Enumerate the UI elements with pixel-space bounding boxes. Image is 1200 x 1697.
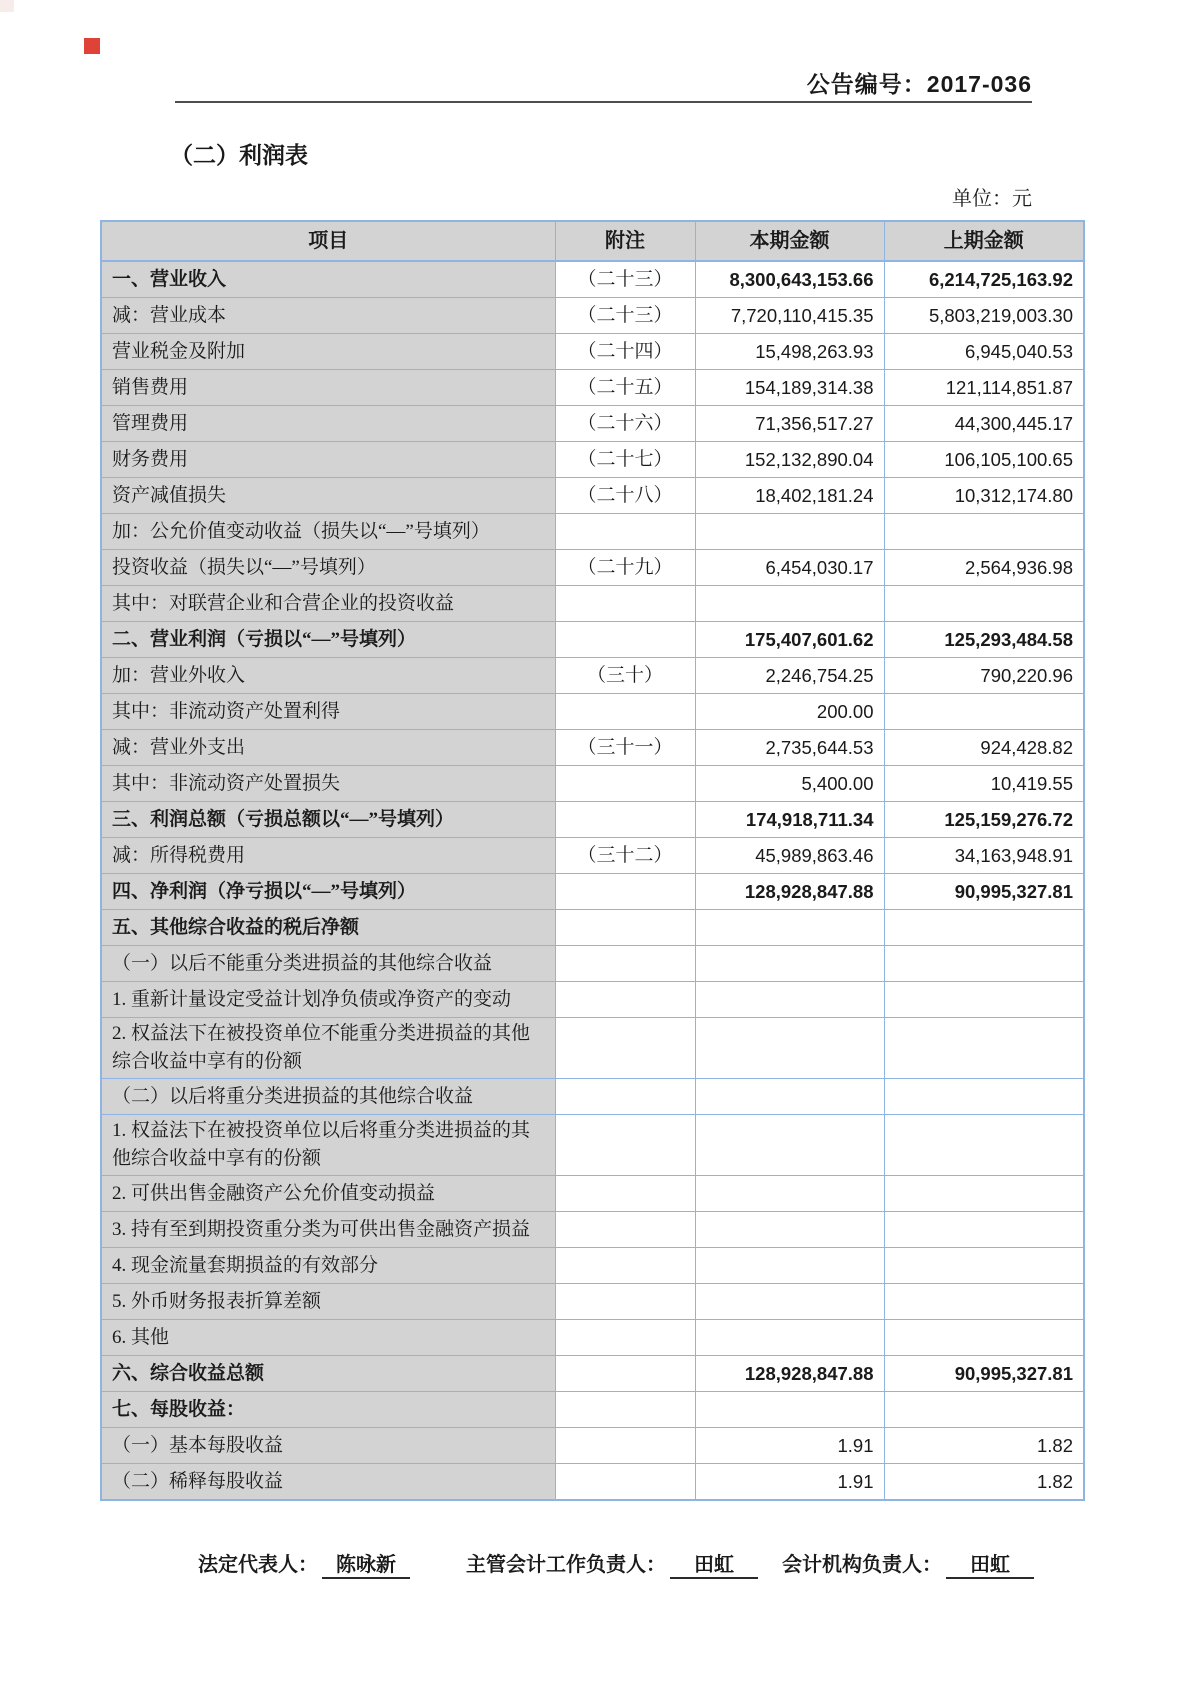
item-cell: 其中：非流动资产处置利得 xyxy=(101,694,555,730)
note-cell: （二十三） xyxy=(555,298,695,334)
note-cell: （二十七） xyxy=(555,442,695,478)
item-cell: 三、利润总额（亏损总额以“—”号填列） xyxy=(101,802,555,838)
prior-amount-cell: 790,220.96 xyxy=(884,658,1084,694)
item-cell: 投资收益（损失以“—”号填列） xyxy=(101,550,555,586)
column-header-item: 项目 xyxy=(101,221,555,261)
prior-amount-cell: 10,312,174.80 xyxy=(884,478,1084,514)
table-row xyxy=(101,478,1084,514)
table-row xyxy=(101,838,1084,874)
current-amount-cell: 6,454,030.17 xyxy=(695,550,884,586)
item-cell: （一）基本每股收益 xyxy=(101,1428,555,1464)
table-row xyxy=(101,1392,1084,1428)
current-amount-cell: 7,720,110,415.35 xyxy=(695,298,884,334)
item-cell: 四、净利润（净亏损以“—”号填列） xyxy=(101,874,555,910)
current-amount-cell: 128,928,847.88 xyxy=(695,1356,884,1392)
note-cell xyxy=(555,514,695,550)
table-row xyxy=(101,514,1084,550)
table-row xyxy=(101,622,1084,658)
signature-row xyxy=(0,1548,1200,1588)
current-amount-cell xyxy=(695,1018,884,1079)
prior-amount-cell xyxy=(884,1392,1084,1428)
item-cell: 加：公允价值变动收益（损失以“—”号填列） xyxy=(101,514,555,550)
prior-amount-cell xyxy=(884,1115,1084,1176)
item-cell: 其中：对联营企业和合营企业的投资收益 xyxy=(101,586,555,622)
item-cell: 减：营业成本 xyxy=(101,298,555,334)
accounting-department-head-signature xyxy=(782,1548,1034,1579)
note-cell xyxy=(555,1212,695,1248)
table-row xyxy=(101,1176,1084,1212)
note-cell xyxy=(555,1176,695,1212)
current-amount-cell: 2,735,644.53 xyxy=(695,730,884,766)
prior-amount-cell xyxy=(884,1248,1084,1284)
item-cell: 6. 其他 xyxy=(101,1320,555,1356)
prior-amount-cell: 6,945,040.53 xyxy=(884,334,1084,370)
item-cell: 二、营业利润（亏损以“—”号填列） xyxy=(101,622,555,658)
prior-amount-cell: 106,105,100.65 xyxy=(884,442,1084,478)
prior-amount-cell: 10,419.55 xyxy=(884,766,1084,802)
current-amount-cell: 1.91 xyxy=(695,1428,884,1464)
current-amount-cell: 128,928,847.88 xyxy=(695,874,884,910)
item-cell: 一、营业收入 xyxy=(101,261,555,298)
current-amount-cell: 2,246,754.25 xyxy=(695,658,884,694)
column-header-prior-amount: 上期金额 xyxy=(884,221,1084,261)
item-cell: （二）稀释每股收益 xyxy=(101,1464,555,1501)
table-row xyxy=(101,1248,1084,1284)
prior-amount-cell: 121,114,851.87 xyxy=(884,370,1084,406)
item-cell: 七、每股收益： xyxy=(101,1392,555,1428)
table-row xyxy=(101,766,1084,802)
item-cell: 加：营业外收入 xyxy=(101,658,555,694)
table-row xyxy=(101,442,1084,478)
note-cell: （二十三） xyxy=(555,261,695,298)
prior-amount-cell: 1.82 xyxy=(884,1464,1084,1501)
note-cell xyxy=(555,586,695,622)
table-row xyxy=(101,1428,1084,1464)
prior-amount-cell: 90,995,327.81 xyxy=(884,874,1084,910)
note-cell xyxy=(555,1464,695,1501)
item-cell: 其中：非流动资产处置损失 xyxy=(101,766,555,802)
item-cell: 1. 重新计量设定受益计划净负债或净资产的变动 xyxy=(101,982,555,1018)
item-cell: 4. 现金流量套期损益的有效部分 xyxy=(101,1248,555,1284)
prior-amount-cell: 44,300,445.17 xyxy=(884,406,1084,442)
legal-representative-name: 陈咏新 xyxy=(322,1548,410,1579)
note-cell: （三十二） xyxy=(555,838,695,874)
current-amount-cell xyxy=(695,1079,884,1115)
note-cell xyxy=(555,910,695,946)
prior-amount-cell: 34,163,948.91 xyxy=(884,838,1084,874)
prior-amount-cell: 6,214,725,163.92 xyxy=(884,261,1084,298)
current-amount-cell: 8,300,643,153.66 xyxy=(695,261,884,298)
item-cell: 管理费用 xyxy=(101,406,555,442)
item-cell: 5. 外币财务报表折算差额 xyxy=(101,1284,555,1320)
note-cell: （二十六） xyxy=(555,406,695,442)
current-amount-cell: 18,402,181.24 xyxy=(695,478,884,514)
item-cell: 2. 权益法下在被投资单位不能重分类进损益的其他综合收益中享有的份额 xyxy=(101,1018,555,1079)
item-cell: 财务费用 xyxy=(101,442,555,478)
page-title: （二）利润表 xyxy=(170,142,308,168)
prior-amount-cell xyxy=(884,910,1084,946)
note-cell xyxy=(555,1079,695,1115)
current-amount-cell xyxy=(695,910,884,946)
current-amount-cell xyxy=(695,946,884,982)
table-row xyxy=(101,946,1084,982)
table-row xyxy=(101,1115,1084,1176)
note-cell xyxy=(555,622,695,658)
item-cell: 减：营业外支出 xyxy=(101,730,555,766)
chief-accountant-signature xyxy=(466,1548,758,1579)
current-amount-cell: 71,356,517.27 xyxy=(695,406,884,442)
note-cell: （三十一） xyxy=(555,730,695,766)
prior-amount-cell: 1.82 xyxy=(884,1428,1084,1464)
item-cell: 营业税金及附加 xyxy=(101,334,555,370)
note-cell xyxy=(555,1428,695,1464)
table-row xyxy=(101,874,1084,910)
table-row xyxy=(101,298,1084,334)
note-cell xyxy=(555,1356,695,1392)
item-cell: 2. 可供出售金融资产公允价值变动损益 xyxy=(101,1176,555,1212)
note-cell xyxy=(555,1392,695,1428)
current-amount-cell xyxy=(695,514,884,550)
table-row xyxy=(101,1320,1084,1356)
table-row xyxy=(101,982,1084,1018)
current-amount-cell xyxy=(695,1212,884,1248)
prior-amount-cell: 2,564,936.98 xyxy=(884,550,1084,586)
prior-amount-cell: 5,803,219,003.30 xyxy=(884,298,1084,334)
current-amount-cell xyxy=(695,1284,884,1320)
item-cell: 五、其他综合收益的税后净额 xyxy=(101,910,555,946)
note-cell xyxy=(555,946,695,982)
prior-amount-cell xyxy=(884,694,1084,730)
prior-amount-cell xyxy=(884,1284,1084,1320)
table-row xyxy=(101,1464,1084,1501)
legal-representative-signature xyxy=(198,1548,410,1579)
accounting-department-head-name: 田虹 xyxy=(946,1548,1034,1579)
current-amount-cell: 175,407,601.62 xyxy=(695,622,884,658)
prior-amount-cell xyxy=(884,946,1084,982)
note-cell: （二十九） xyxy=(555,550,695,586)
current-amount-cell: 45,989,863.46 xyxy=(695,838,884,874)
current-amount-cell: 15,498,263.93 xyxy=(695,334,884,370)
table-row xyxy=(101,1079,1084,1115)
notice-number: 公告编号：2017-036 xyxy=(806,71,1032,97)
prior-amount-cell xyxy=(884,1176,1084,1212)
table-row xyxy=(101,370,1084,406)
chief-accountant-label: 主管会计工作负责人： xyxy=(466,1554,666,1576)
item-cell: 减：所得税费用 xyxy=(101,838,555,874)
note-cell xyxy=(555,694,695,730)
red-marker xyxy=(84,38,100,54)
prior-amount-cell xyxy=(884,1018,1084,1079)
table-header-row xyxy=(101,221,1084,261)
income-statement-table xyxy=(100,220,1085,1501)
table-row xyxy=(101,1212,1084,1248)
note-cell xyxy=(555,1115,695,1176)
current-amount-cell xyxy=(695,1115,884,1176)
prior-amount-cell xyxy=(884,982,1084,1018)
note-cell xyxy=(555,1284,695,1320)
table-row xyxy=(101,1284,1084,1320)
unit-label: 单位：元 xyxy=(952,188,1032,210)
column-header-current-amount: 本期金额 xyxy=(695,221,884,261)
prior-amount-cell xyxy=(884,514,1084,550)
prior-amount-cell: 924,428.82 xyxy=(884,730,1084,766)
current-amount-cell xyxy=(695,1176,884,1212)
note-cell: （二十五） xyxy=(555,370,695,406)
current-amount-cell xyxy=(695,586,884,622)
item-cell: 资产减值损失 xyxy=(101,478,555,514)
table-row xyxy=(101,1018,1084,1079)
item-cell: 六、综合收益总额 xyxy=(101,1356,555,1392)
prior-amount-cell: 125,159,276.72 xyxy=(884,802,1084,838)
table-row xyxy=(101,730,1084,766)
table-body xyxy=(101,261,1084,1500)
table-row xyxy=(101,658,1084,694)
current-amount-cell: 154,189,314.38 xyxy=(695,370,884,406)
note-cell xyxy=(555,982,695,1018)
current-amount-cell xyxy=(695,1392,884,1428)
current-amount-cell: 5,400.00 xyxy=(695,766,884,802)
current-amount-cell: 152,132,890.04 xyxy=(695,442,884,478)
prior-amount-cell xyxy=(884,586,1084,622)
prior-amount-cell: 90,995,327.81 xyxy=(884,1356,1084,1392)
accounting-department-head-label: 会计机构负责人： xyxy=(782,1554,942,1576)
prior-amount-cell xyxy=(884,1320,1084,1356)
corner-artifact xyxy=(0,0,14,12)
table-row xyxy=(101,334,1084,370)
current-amount-cell: 1.91 xyxy=(695,1464,884,1501)
current-amount-cell xyxy=(695,1248,884,1284)
item-cell: 3. 持有至到期投资重分类为可供出售金融资产损益 xyxy=(101,1212,555,1248)
current-amount-cell xyxy=(695,982,884,1018)
note-cell: （三十） xyxy=(555,658,695,694)
prior-amount-cell: 125,293,484.58 xyxy=(884,622,1084,658)
note-cell xyxy=(555,1320,695,1356)
table-row xyxy=(101,586,1084,622)
note-cell xyxy=(555,1248,695,1284)
item-cell: 1. 权益法下在被投资单位以后将重分类进损益的其他综合收益中享有的份额 xyxy=(101,1115,555,1176)
note-cell xyxy=(555,802,695,838)
table-row xyxy=(101,1356,1084,1392)
current-amount-cell: 200.00 xyxy=(695,694,884,730)
item-cell: （二）以后将重分类进损益的其他综合收益 xyxy=(101,1079,555,1115)
item-cell: （一）以后不能重分类进损益的其他综合收益 xyxy=(101,946,555,982)
legal-representative-label: 法定代表人： xyxy=(198,1554,318,1576)
table-row xyxy=(101,910,1084,946)
table-row xyxy=(101,550,1084,586)
note-cell xyxy=(555,874,695,910)
table-row xyxy=(101,406,1084,442)
item-cell: 销售费用 xyxy=(101,370,555,406)
prior-amount-cell xyxy=(884,1079,1084,1115)
chief-accountant-name: 田虹 xyxy=(670,1548,758,1579)
table-row xyxy=(101,802,1084,838)
header-divider xyxy=(175,101,1032,103)
note-cell: （二十八） xyxy=(555,478,695,514)
table-row xyxy=(101,694,1084,730)
note-cell xyxy=(555,1018,695,1079)
column-header-note: 附注 xyxy=(555,221,695,261)
note-cell: （二十四） xyxy=(555,334,695,370)
prior-amount-cell xyxy=(884,1212,1084,1248)
note-cell xyxy=(555,766,695,802)
current-amount-cell: 174,918,711.34 xyxy=(695,802,884,838)
current-amount-cell xyxy=(695,1320,884,1356)
table-row xyxy=(101,261,1084,298)
